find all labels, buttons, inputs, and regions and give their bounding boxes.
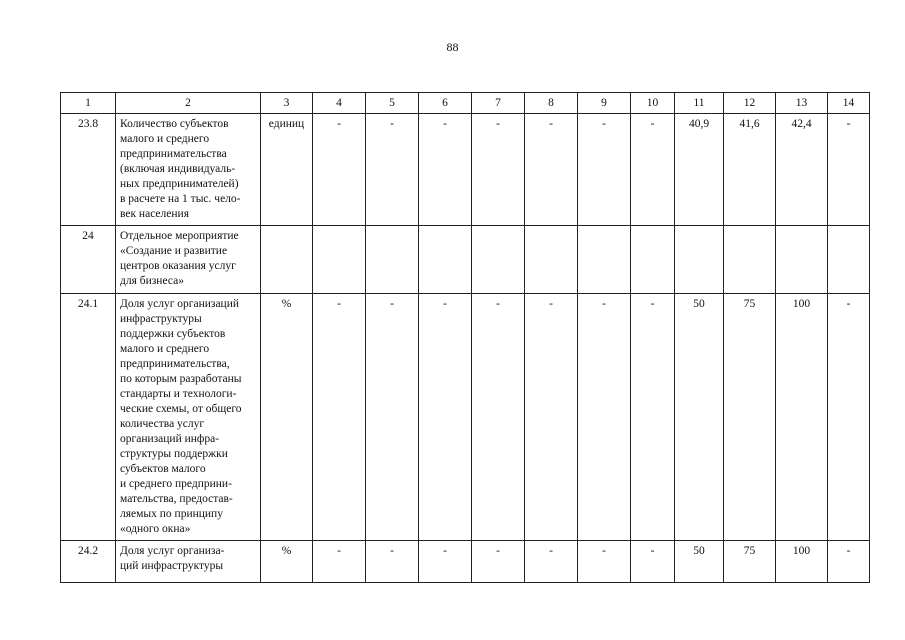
description-line: инфраструктуры [120,313,202,325]
value-cell-col-4: - [313,541,366,583]
description-line: структуры поддержки [120,448,228,460]
header-cell-10: 10 [631,93,675,114]
description-line: ляемых по принципу [120,508,223,520]
value-cell-col-12 [724,226,776,294]
value-cell-col-13: 42,4 [776,114,828,226]
value-cell-col-6: - [419,294,472,541]
description-line: субъектов малого [120,463,206,475]
value-cell-col-14 [828,226,870,294]
value-cell-col-14: - [828,294,870,541]
value-cell-col-10: - [631,294,675,541]
unit-cell [261,226,313,294]
value-cell-col-10 [631,226,675,294]
value-cell-col-8 [525,226,578,294]
value-cell-col-11: 50 [675,294,724,541]
value-cell-col-5: - [366,541,419,583]
value-cell-col-7: - [472,114,525,226]
value-cell-col-7 [472,226,525,294]
header-cell-2: 2 [116,93,261,114]
value-cell-col-4: - [313,294,366,541]
description-line: малого и среднего [120,343,210,355]
page-number: 88 [446,40,459,54]
indicator-description [116,294,261,541]
value-cell-col-12: 75 [724,541,776,583]
row-number: 24 [61,226,116,294]
header-cell-12: 12 [724,93,776,114]
description-line: предпринимательства [120,148,227,160]
description-line: «одного окна» [120,523,191,535]
description-line: Доля услуг организа- [120,545,225,557]
value-cell-col-13 [776,226,828,294]
value-cell-col-12: 41,6 [724,114,776,226]
description-line: малого и среднего [120,133,210,145]
value-cell-col-7: - [472,294,525,541]
description-line: (включая индивидуаль- [120,163,236,175]
header-cell-11: 11 [675,93,724,114]
indicator-table [60,92,870,583]
description-line: ческие схемы, от общего [120,403,242,415]
header-row [61,93,870,114]
value-cell-col-5: - [366,114,419,226]
header-cell-4: 4 [313,93,366,114]
value-cell-col-10: - [631,541,675,583]
unit-cell: % [261,541,313,583]
row-number: 23.8 [61,114,116,226]
description-line: предпринимательства, [120,358,230,370]
value-cell-col-6 [419,226,472,294]
value-cell-col-8: - [525,294,578,541]
value-cell-col-4: - [313,114,366,226]
description-line: организаций инфра- [120,433,220,445]
description-line: век населения [120,208,189,220]
value-cell-col-6: - [419,541,472,583]
value-cell-col-11 [675,226,724,294]
header-cell-3: 3 [261,93,313,114]
row-number: 24.2 [61,541,116,583]
row-number: 24.1 [61,294,116,541]
header-cell-13: 13 [776,93,828,114]
value-cell-col-14: - [828,114,870,226]
value-cell-col-12: 75 [724,294,776,541]
description-line: и среднего предприни- [120,478,232,490]
description-line: «Создание и развитие [120,245,228,257]
value-cell-col-13: 100 [776,294,828,541]
description-line: мательства, предостав- [120,493,233,505]
value-cell-col-6: - [419,114,472,226]
description-line: центров оказания услуг [120,260,236,272]
table-row [61,226,870,294]
description-line: в расчете на 1 тыс. чело- [120,193,241,205]
description-line: количества услуг [120,418,205,430]
header-cell-5: 5 [366,93,419,114]
value-cell-col-14: - [828,541,870,583]
description-line: ций инфраструктуры [120,560,224,572]
value-cell-col-9: - [578,294,631,541]
value-cell-col-7: - [472,541,525,583]
value-cell-col-11: 40,9 [675,114,724,226]
description-line: Доля услуг организаций [120,298,240,310]
indicator-description [116,541,261,583]
table-row [61,541,870,583]
value-cell-col-8: - [525,541,578,583]
header-cell-6: 6 [419,93,472,114]
indicator-description [116,226,261,294]
description-line: поддержки субъектов [120,328,226,340]
description-line: ных предпринимателей) [120,178,239,190]
value-cell-col-10: - [631,114,675,226]
value-cell-col-11: 50 [675,541,724,583]
indicator-description [116,114,261,226]
value-cell-col-9: - [578,541,631,583]
description-line: стандарты и технологи- [120,388,237,400]
header-cell-14: 14 [828,93,870,114]
value-cell-col-4 [313,226,366,294]
description-line: Отдельное мероприятие [120,230,239,242]
value-cell-col-9 [578,226,631,294]
unit-cell: % [261,294,313,541]
table-row [61,114,870,226]
value-cell-col-5: - [366,294,419,541]
header-cell-9: 9 [578,93,631,114]
value-cell-col-13: 100 [776,541,828,583]
header-cell-8: 8 [525,93,578,114]
unit-cell: единиц [261,114,313,226]
description-line: Количество субъектов [120,118,229,130]
table-row [61,294,870,541]
header-cell-1: 1 [61,93,116,114]
value-cell-col-8: - [525,114,578,226]
description-line: по которым разработаны [120,373,242,385]
header-cell-7: 7 [472,93,525,114]
description-line: для бизнеса» [120,275,184,287]
value-cell-col-5 [366,226,419,294]
value-cell-col-9: - [578,114,631,226]
